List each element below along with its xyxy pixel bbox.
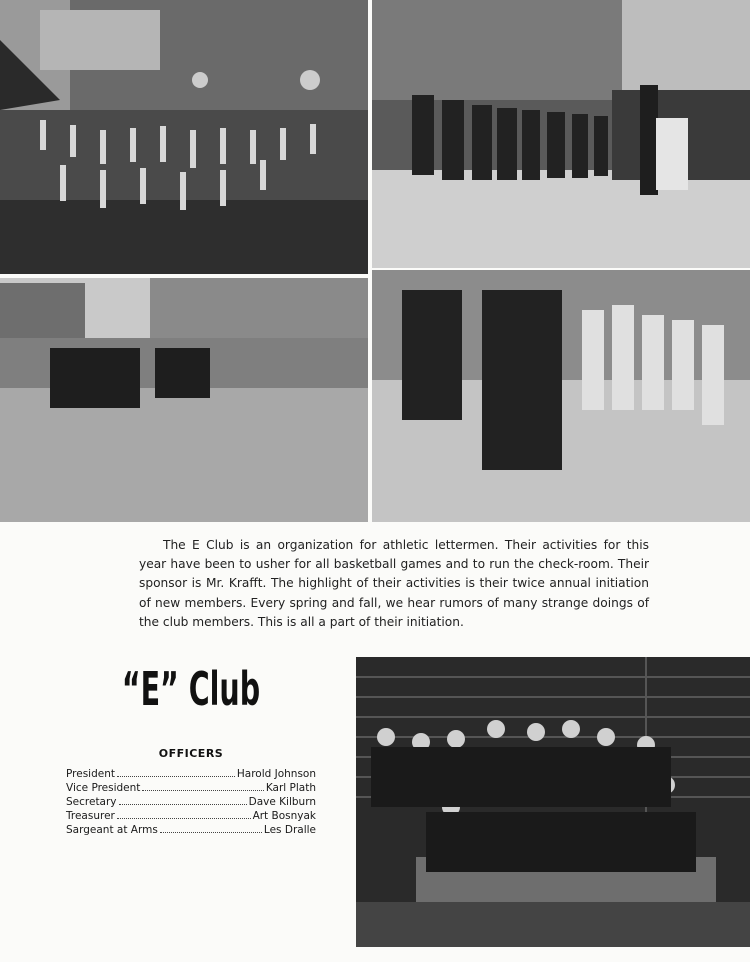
leader-dots [117,818,251,819]
officer-row [66,767,316,781]
photo-gym-exercise [0,0,368,274]
officer-role: Sargeant at Arms [66,824,158,836]
officers-heading: OFFICERS [158,747,224,760]
officer-row [66,823,316,837]
photo-group-portrait [356,657,750,947]
officer-name: Les Dralle [263,824,316,836]
officer-name: Art Bosnyak [252,810,316,822]
officer-row [66,809,316,823]
officer-role: Secretary [66,796,117,808]
officers-list [66,767,316,837]
leader-dots [160,832,262,833]
leader-dots [117,776,235,777]
leader-dots [119,804,247,805]
officer-role: Vice President [66,782,141,794]
officer-role: Treasurer [66,810,115,822]
leader-dots [142,790,263,791]
officer-name: Karl Plath [265,782,316,794]
officer-name: Dave Kilburn [248,796,316,808]
officer-row [66,795,316,809]
club-description: The E Club is an organization for athletic lettermen. Their activities for this year have been to usher for all basketball games and to run the check-room. Their sponsor is Mr. Krafft. The highlight of their activities is their twice annual initiation of new members. Every spring and fall, we hear rumors of many strange doings of the club members. This is all a part of their initiation. [139,538,649,629]
page-title: “E” Club [121,662,261,716]
officer-name: Harold Johnson [236,768,316,780]
photo-wrestling-match [372,270,750,522]
officer-row [66,781,316,795]
photo-track-start [0,278,368,522]
photo-assembly-speaker [372,0,750,268]
officer-role: President [66,768,115,780]
